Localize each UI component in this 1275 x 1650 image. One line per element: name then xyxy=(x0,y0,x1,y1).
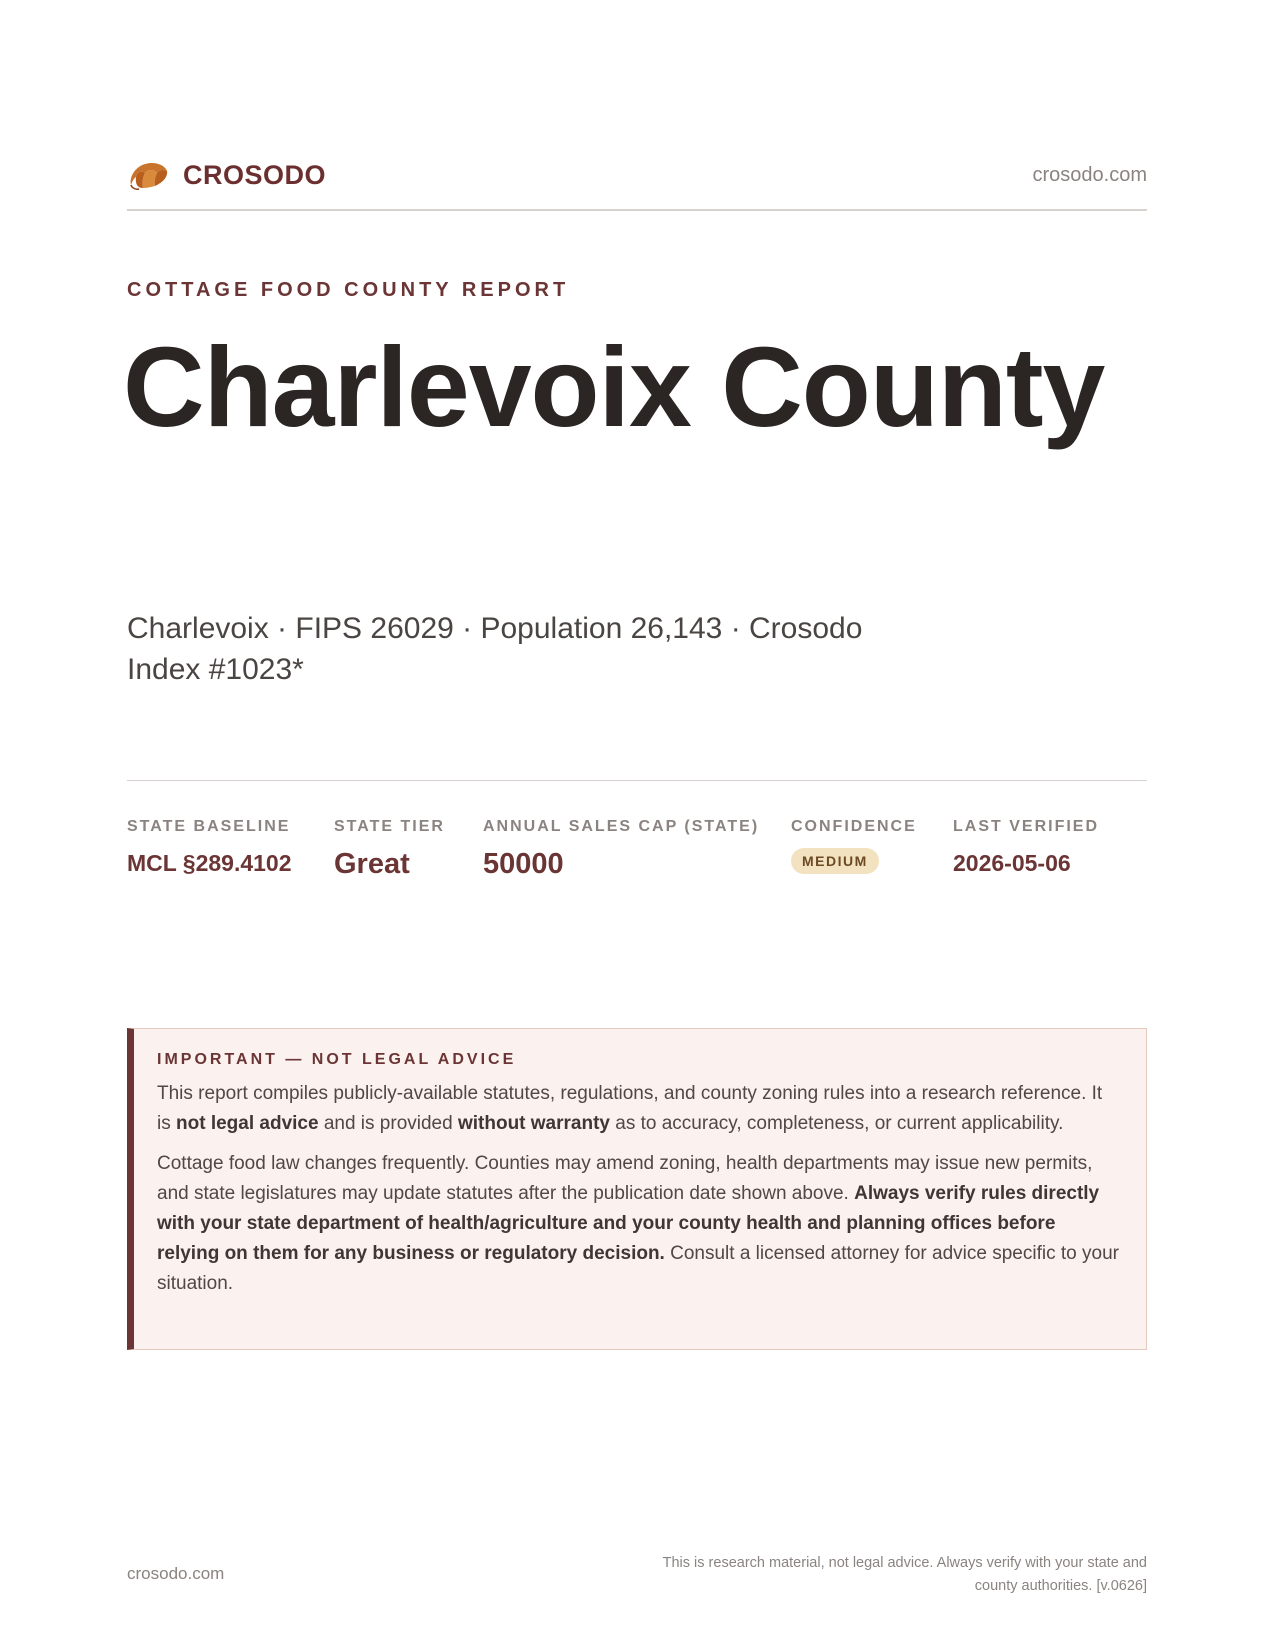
report-page xyxy=(123,0,1147,1650)
croissant-icon xyxy=(127,155,169,195)
stat-state-tier xyxy=(334,818,445,881)
stat-value: 2026-05-06 xyxy=(953,850,1071,876)
confidence-badge: MEDIUM xyxy=(791,848,879,874)
county-subtitle: Charlevoix · FIPS 26029 · Population 26,143 · Crosodo Index #1023* xyxy=(127,612,863,686)
legal-notice xyxy=(127,1028,1147,1350)
notice-text: as to accuracy, completeness, or current applicability. xyxy=(609,1113,1064,1134)
notice-text: Cottage food law changes frequently. Counties may amend zoning, health departments may issue new permits, and state legislatures may update statutes after the publication date shown above. xyxy=(157,1153,1093,1204)
notice-emphasis: without warranty xyxy=(457,1113,610,1134)
notice-paragraph xyxy=(157,1079,1120,1139)
stats-divider xyxy=(127,780,1147,781)
brand[interactable] xyxy=(127,155,326,195)
stat-value: Great xyxy=(334,848,410,880)
notice-text: This report compiles publicly-available statutes, regulations, and county zoning rules into a research reference. It is xyxy=(157,1083,1103,1134)
report-eyebrow: COTTAGE FOOD COUNTY REPORT xyxy=(127,279,570,301)
stat-label: LAST VERIFIED xyxy=(953,818,1100,835)
page-header xyxy=(127,155,1147,195)
brand-name: CROSODO xyxy=(183,159,327,190)
footer-disclaimer: This is research material, not legal advice. Always verify with your state and county authorities. [v.0626] xyxy=(662,1555,1147,1594)
stat-label: ANNUAL SALES CAP (STATE) xyxy=(483,818,760,835)
stat-label: CONFIDENCE xyxy=(791,818,917,835)
notice-emphasis: Always verify rules directly with your state department of health/agriculture and your county health and planning offices before relying on them for any business or regulatory decision. xyxy=(157,1183,1100,1264)
notice-title: IMPORTANT — NOT LEGAL ADVICE xyxy=(157,1051,517,1068)
notice-paragraph xyxy=(157,1149,1120,1299)
stat-annual-sales-cap xyxy=(483,818,759,881)
footer-url-link[interactable]: crosodo.com xyxy=(127,1564,225,1583)
stat-value: 50000 xyxy=(483,848,564,880)
site-url-link[interactable]: crosodo.com xyxy=(1032,164,1147,186)
stat-value: MCL §289.4102 xyxy=(127,850,292,876)
stat-last-verified xyxy=(953,818,1099,877)
stat-label: STATE BASELINE xyxy=(127,818,291,835)
notice-text: Consult a licensed attorney for advice specific to your situation. xyxy=(157,1243,1119,1294)
notice-text: and is provided xyxy=(318,1113,458,1134)
stat-confidence xyxy=(791,818,917,874)
stat-label: STATE TIER xyxy=(334,818,445,835)
notice-emphasis: not legal advice xyxy=(176,1113,319,1134)
header-divider xyxy=(127,209,1147,211)
page-title: Charlevoix County xyxy=(123,324,1105,450)
stat-state-baseline xyxy=(127,818,292,877)
